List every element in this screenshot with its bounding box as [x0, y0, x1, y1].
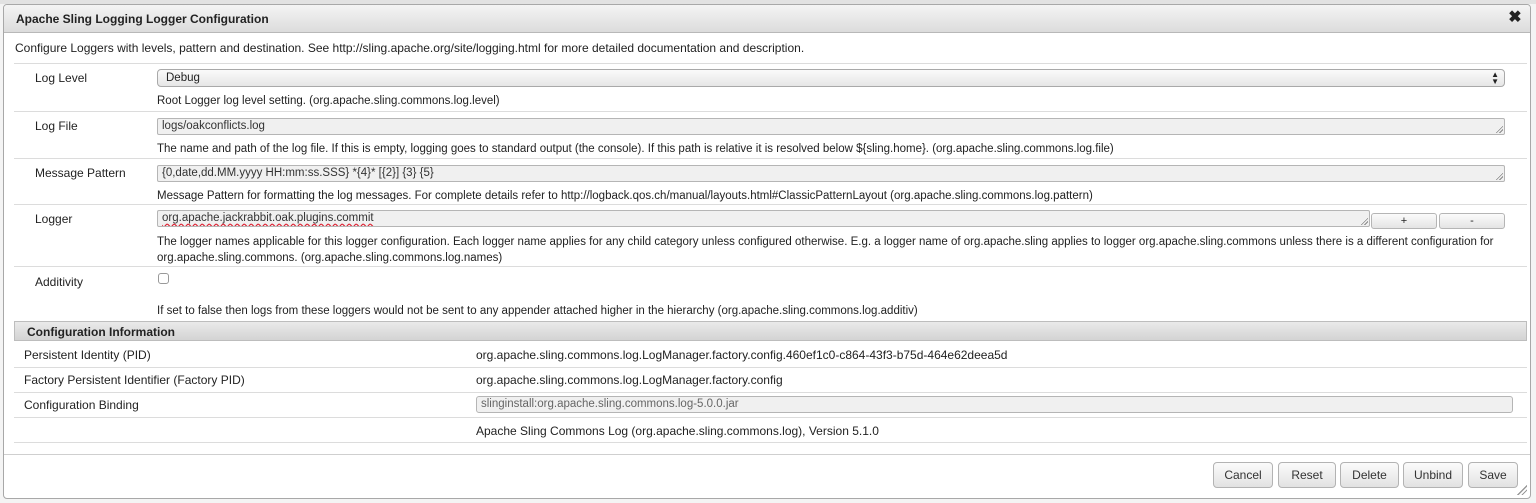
message-pattern-description: Message Pattern for formatting the log messages. For complete details refer to http://logback.qos.ch/manual/layouts.html#ClassicPatternLayout (org.apache.sling.commons.log.pattern)	[157, 190, 1093, 202]
log-file-value: logs/oakconflicts.log	[162, 120, 265, 132]
binding-value: slinginstall:org.apache.sling.commons.log-5.0.0.jar	[481, 398, 739, 410]
factory-pid-label: Factory Persistent Identifier (Factory PID)	[24, 373, 245, 387]
binding-label: Configuration Binding	[24, 398, 139, 412]
pid-value: org.apache.sling.commons.log.LogManager.factory.config.460ef1c0-c864-43f3-b75d-464e62deea5d	[476, 348, 1008, 362]
log-file-description: The name and path of the log file. If this is empty, logging goes to standard output (the console). If this path is relative it is resolved below ${sling.home}. (org.apache.sling.commons.log.file)	[157, 143, 1114, 155]
log-file-label: Log File	[35, 119, 78, 133]
select-arrows-icon: ▲ ▼	[1491, 70, 1499, 86]
prop-log-level	[14, 63, 1527, 111]
remove-logger-button[interactable]: -	[1439, 213, 1505, 229]
cancel-button[interactable]: Cancel	[1213, 462, 1273, 488]
pid-row	[14, 342, 1527, 368]
save-button[interactable]: Save	[1468, 462, 1518, 488]
log-level-select[interactable]	[157, 69, 1505, 87]
additivity-description: If set to false then logs from these loggers would not be sent to any appender attached higher in the hierarchy (org.apache.sling.commons.log.additiv)	[157, 305, 918, 317]
resize-handle-icon[interactable]	[1360, 217, 1368, 225]
delete-button[interactable]: Delete	[1340, 462, 1399, 488]
log-level-value: Debug	[166, 72, 200, 84]
dialog-intro: Configure Loggers with levels, pattern and destination. See http://sling.apache.org/site/logging.html for more detailed documentation and description.	[15, 41, 805, 55]
binding-row	[14, 392, 1527, 418]
additivity-checkbox[interactable]	[158, 273, 169, 284]
message-pattern-value: {0,date,dd.MM.yyyy HH:mm:ss.SSS} *{4}* [{2}] {3} {5}	[162, 167, 434, 179]
log-level-description: Root Logger log level setting. (org.apache.sling.commons.log.level)	[157, 95, 500, 107]
log-level-label: Log Level	[35, 71, 88, 85]
dialog-title: Apache Sling Logging Logger Configuration	[16, 12, 269, 26]
logger-label: Logger	[35, 212, 73, 226]
config-info-heading: Configuration Information	[27, 325, 175, 339]
logger-value: org.apache.jackrabbit.oak.plugins.commit	[162, 212, 374, 224]
prop-logger	[14, 204, 1527, 267]
prop-additivity	[14, 266, 1527, 321]
resize-handle-icon[interactable]	[1495, 172, 1503, 180]
binding-field	[476, 396, 1513, 413]
factory-pid-value: org.apache.sling.commons.log.LogManager.factory.config	[476, 373, 783, 387]
close-icon[interactable]: ✖	[1508, 9, 1522, 26]
bundle-row	[14, 417, 1527, 443]
pid-label: Persistent Identity (PID)	[24, 348, 151, 362]
message-pattern-input[interactable]	[157, 165, 1505, 182]
logger-description: The logger names applicable for this logger configuration. Each logger name applies for any child category unless configured otherwise. E.g. a logger name of org.apache.sling applies to logger org.apache.sling.commons unless there is a different configuration for org.apache.sling.commons. (org.apache.sling.commons.log.names)	[157, 236, 1494, 264]
config-info-header	[14, 321, 1527, 341]
log-file-input[interactable]	[157, 118, 1505, 135]
logger-input[interactable]	[157, 210, 1370, 227]
factory-pid-row	[14, 367, 1527, 393]
prop-message-pattern	[14, 158, 1527, 206]
add-logger-button[interactable]: +	[1371, 213, 1437, 229]
unbind-button[interactable]: Unbind	[1403, 462, 1463, 488]
resize-handle-icon[interactable]	[1495, 125, 1503, 133]
message-pattern-label: Message Pattern	[35, 166, 126, 180]
dialog-titlebar[interactable]	[4, 5, 1530, 33]
reset-button[interactable]: Reset	[1278, 462, 1336, 488]
additivity-label: Additivity	[35, 275, 84, 289]
logger-config-dialog	[3, 4, 1531, 499]
prop-log-file	[14, 111, 1527, 159]
bundle-info: Apache Sling Commons Log (org.apache.sling.commons.log), Version 5.1.0	[476, 424, 879, 438]
dialog-resize-grip-icon[interactable]	[1517, 485, 1527, 495]
